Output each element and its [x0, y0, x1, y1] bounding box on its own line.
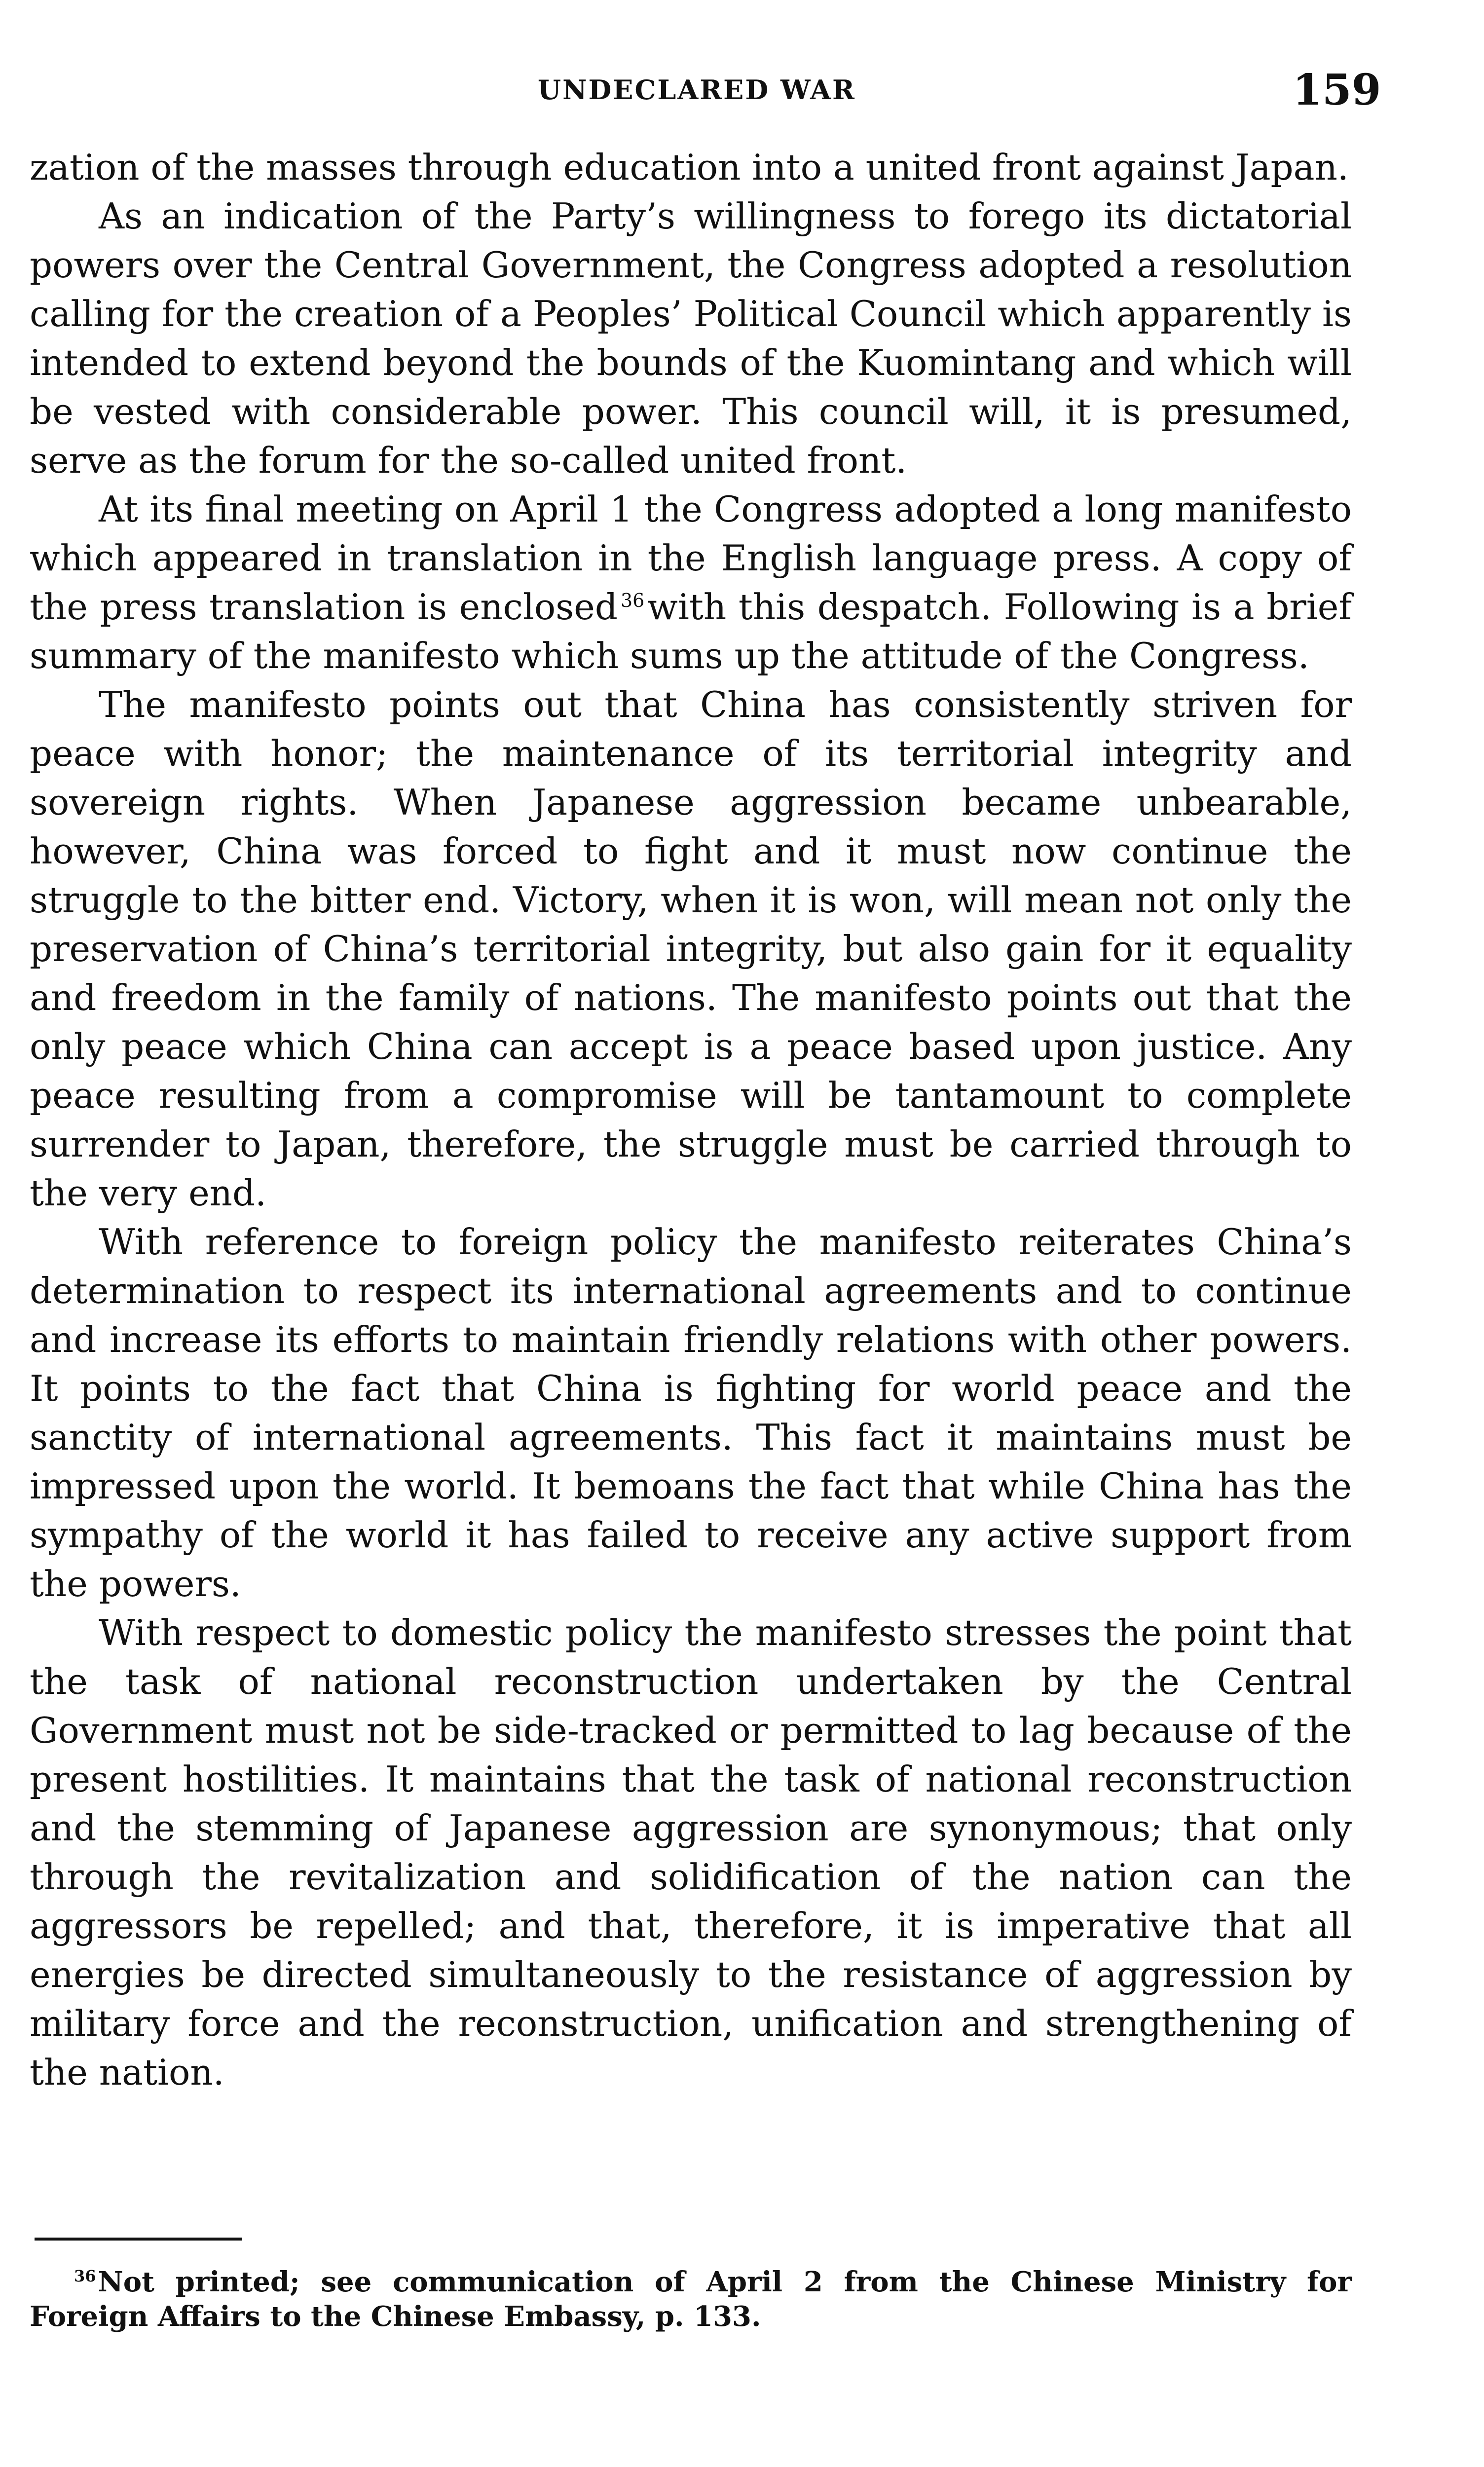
footnote-mark: 36	[74, 2267, 96, 2286]
paragraph-6: With respect to domestic policy the manifesto stresses the point that the task of national reconstruction undertaken by the Central Government must not be side-tracked or permitted to lag because of the present hostilities. It maintains that the task of national reconstruction and the stemming of Japanese aggression are synonymous; that only through the revitalization and solidification of the nation can the aggressors be repelled; and that, therefore, it is imperative that all energies be directed simultaneously to the resistance of aggression by military force and the reconstruction, unification and strengthening of the nation.	[30, 1612, 1352, 2093]
paragraph-5: With reference to foreign policy the manifesto reiterates China’s determination to respect its international agreements and to continue and increase its efforts to maintain friendly relations with other powers. It points to the fact that China is fighting for world peace and the sanctity of international agreements. This fact it maintains must be impressed upon the world. It bemoans the fact that while China has the sympathy of the world it has failed to receive any active support from the powers.	[30, 1221, 1352, 1605]
paragraph-1: zation of the masses through education into a united front against Japan.	[30, 147, 1349, 188]
footnote-reference: 36	[620, 590, 645, 611]
running-title: UNDECLARED WAR	[538, 74, 856, 106]
paragraph-3-text-after-note: with this despatch. Following is a brief summary of the manifesto which sums up the attitude of the Congress.	[30, 586, 1352, 676]
body-text	[30, 143, 1352, 2097]
paragraph-2: As an indication of the Party’s willingness to forego its dictatorial powers over the Central Government, the Congress adopted a resolution calling for the creation of a Peoples’ Political Council which apparently is intended to extend beyond the bounds of the Kuomintang and which will be vested with considerable power. This council will, it is presumed, serve as the forum for the so-called united front.	[30, 195, 1352, 481]
book-page	[30, 0, 1381, 2467]
paragraph-3	[30, 485, 1352, 680]
page-number: 159	[1293, 65, 1381, 115]
footnote	[30, 2265, 1352, 2334]
paragraph-3-text-before-note: At its final meeting on April 1 the Congress adopted a long manifesto which appeared in translation in the English language press. A copy of the press translation is enclosed	[30, 488, 1352, 628]
paragraph-4: The manifesto points out that China has consistently striven for peace with honor; the maintenance of its territorial integrity and sovereign rights. When Japanese aggression became unbearable, however, China was forced to fight and it must now continue the struggle to the bitter end. Victory, when it is won, will mean not only the preservation of China’s territorial integrity, but also gain for it equality and freedom in the family of nations. The manifesto points out that the only peace which China can accept is a peace based upon justice. Any peace resulting from a compromise will be tantamount to complete surrender to Japan, therefore, the struggle must be carried through to the very end.	[30, 684, 1352, 1214]
footnote-text: Not printed; see communication of April 2 from the Chinese Ministry for Foreign Affairs to the Chinese Embassy, p. 133.	[30, 2266, 1352, 2333]
footnote-divider	[35, 2238, 242, 2241]
